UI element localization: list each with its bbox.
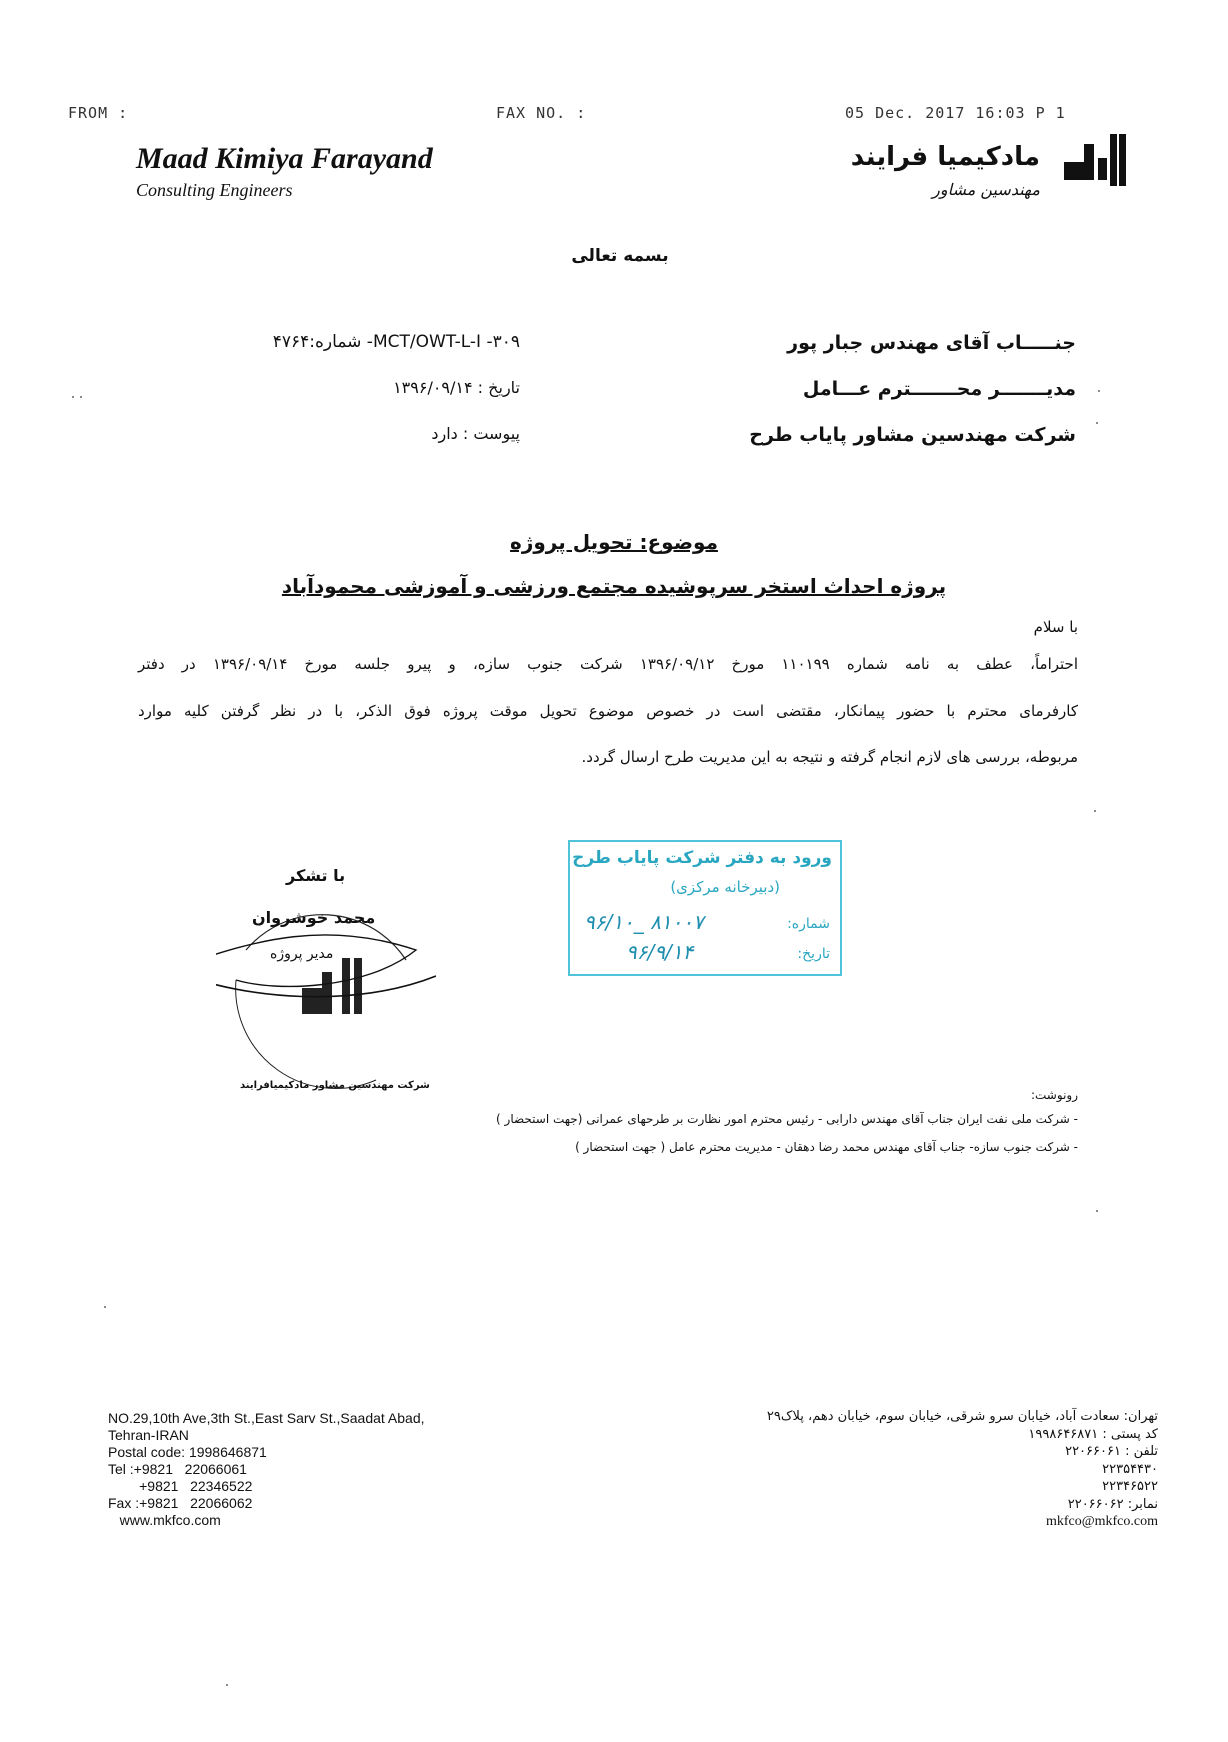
fax-from: FROM : bbox=[68, 104, 129, 122]
stamp-date-value: ۹۶/۹/۱۴ bbox=[626, 940, 694, 964]
project-title: پروژه احداث استخر سرپوشیده مجتمع ورزشی و آموزشی محمودآباد bbox=[281, 574, 947, 598]
cc-item-2: - شرکت جنوب سازه- جناب آقای مهندس محمد رضا دهقان - مدیریت محترم عامل ( جهت استحضار ) bbox=[575, 1140, 1078, 1154]
recipient-name: جنـــــاب آقای مهندس جبار پور bbox=[787, 332, 1076, 354]
footer-fa-line: ۲۲۳۴۶۵۲۲ bbox=[1102, 1479, 1158, 1494]
received-stamp bbox=[568, 840, 842, 976]
cc-item-1: - شرکت ملی نفت ایران جناب آقای مهندس دارابی - رئیس محترم امور نظارت بر طرحهای عمرانی (جهت استحضار ) bbox=[496, 1112, 1078, 1126]
company-logo-icon bbox=[1060, 132, 1126, 196]
footer-en-line: www.mkfco.com bbox=[108, 1512, 221, 1528]
footer-en-line: Postal code: 1998646871 bbox=[108, 1444, 267, 1460]
closing: با تشکر bbox=[286, 866, 346, 885]
footer-address-en bbox=[108, 1410, 425, 1529]
greeting: با سلام bbox=[1033, 618, 1078, 636]
company-name-en: Maad Kimiya Farayand bbox=[136, 142, 433, 175]
scan-speck bbox=[104, 1306, 106, 1308]
footer-fa-line: کد پستی : ۱۹۹۸۶۴۶۸۷۱ bbox=[1028, 1426, 1158, 1442]
body-line-2: کارفرمای محترم با حضور پیمانکار، مقتضی است در خصوص موضوع تحویل موقت پروژه فوق الذکر، با در نظر گرفتن کلیه موارد bbox=[138, 702, 1078, 720]
recipient-company: شرکت مهندسین مشاور پایاب طرح bbox=[749, 424, 1076, 446]
stamp-title: ورود به دفتر شرکت پایاب طرح bbox=[572, 848, 832, 868]
scan-speck bbox=[72, 396, 74, 398]
footer-en-line: Fax :+9821 22066062 bbox=[108, 1495, 253, 1511]
company-subtitle-en: Consulting Engineers bbox=[136, 180, 293, 200]
footer-en-line: Tel :+9821 22066061 bbox=[108, 1461, 247, 1477]
stamp-number-value: ۹۶/۱۰_ ۸۱۰۰۷ bbox=[584, 910, 704, 934]
stamp-date-label: تاریخ: bbox=[797, 946, 830, 962]
fax-number: FAX NO. : bbox=[496, 104, 587, 122]
footer-en-line: +9821 22346522 bbox=[108, 1478, 253, 1494]
footer-fa-line: ۲۲۳۵۴۴۳۰ bbox=[1102, 1461, 1158, 1477]
body-line-1: احتراماً، عطف به نامه شماره ۱۱۰۱۹۹ مورخ ۱۳۹۶/۰۹/۱۲ شرکت جنوب سازه، و پیرو جلسه مورخ ۱۳۹۶/۰۹/۱۴ در دفتر bbox=[138, 655, 1078, 673]
scan-speck bbox=[1098, 390, 1100, 392]
signer-title: مدیر پروژه bbox=[270, 946, 334, 962]
signer-name: محمد خوشروان bbox=[252, 908, 376, 927]
footer-fa-line: تلفن : ۲۲۰۶۶۰۶۱ bbox=[1065, 1444, 1158, 1459]
scan-speck bbox=[1096, 1210, 1098, 1212]
stamp-subtitle: (دبیرخانه مرکزی) bbox=[670, 878, 780, 896]
company-subtitle-fa: مهندسین مشاور bbox=[932, 180, 1040, 199]
body-line-3: مربوطه، بررسی های لازم انجام گرفته و نتیجه به این مدیریت طرح ارسال گردد. bbox=[581, 748, 1078, 766]
scan-speck bbox=[80, 396, 82, 398]
footer-email: mkfco@mkfco.com bbox=[1045, 1514, 1158, 1529]
invocation: بسمه تعالی bbox=[571, 246, 669, 266]
letter-attachment: پیوست : دارد bbox=[431, 424, 520, 443]
footer-en-line: NO.29,10th Ave,3th St.,East Sarv St.,Saadat Abad, bbox=[108, 1410, 425, 1426]
footer-en-line: Tehran-IRAN bbox=[108, 1427, 189, 1443]
company-name-fa: مادکیمیا فرایند bbox=[850, 142, 1040, 172]
cc-heading: رونوشت: bbox=[1030, 1088, 1078, 1102]
seal-caption: شرکت مهندسین مشاور مادکیمیافرایند bbox=[240, 1080, 430, 1091]
footer-address-fa bbox=[767, 1408, 1158, 1531]
scan-speck bbox=[226, 1684, 228, 1686]
scan-speck bbox=[1094, 810, 1096, 812]
letter-date: تاریخ : ۱۳۹۶/۰۹/۱۴ bbox=[393, 378, 520, 397]
fax-datetime: 05 Dec. 2017 16:03 P 1 bbox=[845, 104, 1066, 122]
footer-fa-line: نمابر: ۲۲۰۶۶۰۶۲ bbox=[1067, 1496, 1158, 1512]
stamp-number-label: شماره: bbox=[787, 916, 830, 932]
recipient-title: مدیـــــــر محـــــــترم عـــامل bbox=[802, 378, 1076, 400]
letter-number: شماره:۴۷۶۴ -MCT/OWT-L-I -۳۰۹ bbox=[272, 332, 520, 352]
letter-subject: موضوع: تحویل پروژه bbox=[510, 530, 718, 554]
scan-speck bbox=[1096, 422, 1098, 424]
footer-fa-line: تهران: سعادت آباد، خیابان سرو شرقی، خیابان سوم، خیابان دهم، پلاک۲۹ bbox=[766, 1409, 1158, 1424]
